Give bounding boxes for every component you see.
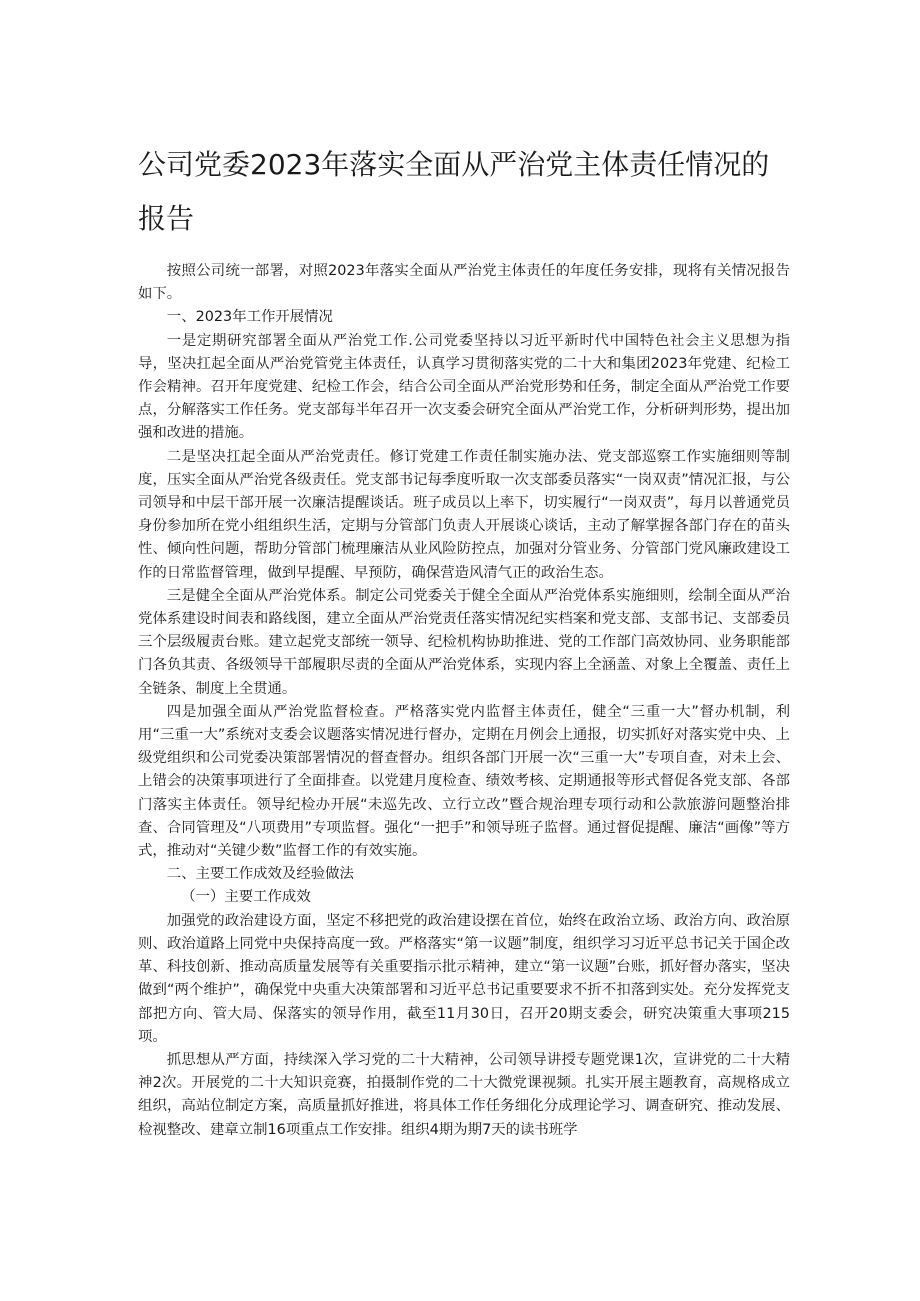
paragraph-intro: 按照公司统一部署，对照2023年落实全面从严治党主体责任的年度任务安排，现将有关情况报告如下。: [138, 263, 790, 303]
paragraph: 三是健全全面从严治党体系。制定公司党委关于健全全面从严治党体系实施细则，绘制全面从严治党体系建设时间表和路线图，建立全面从严治党责任落实情况纪实档案和党支部、支部书记、支部委员三个层级履责台账。建立起党支部统一领导、纪检机构协助推进、党的工作部门高效协同、业务职能部门各负其责、各级领导干部履职尽责的全面从严治党体系，实现内容上全涵盖、对象上全覆盖、责任上全链条、制度上全贯通。: [138, 587, 790, 697]
subsection-heading-1: （一）主要工作成效: [181, 889, 311, 906]
paragraph: 加强党的政治建设方面，坚定不移把党的政治建设摆在首位，始终在政治立场、政治方向、政治原则、政治道路上同党中央保持高度一致。严格落实“第一议题”制度，组织学习习近平总书记关于国企改革、科技创新、推动高质量发展等有关重要指示批示精神，建立“第一议题”台账，抓好督办落实，坚决做到“两个维护”，确保党中央重大决策部署和习近平总书记重要要求不折不扣落到实处。充分发挥党支部把方向、管大局、保落实的领导作用，截至11月30日，召开20期支委会，研究决策重大事项215项。: [138, 912, 790, 1045]
section-heading-2: 二、主要工作成效及经验做法: [166, 866, 354, 883]
paragraph: 抓思想从严方面，持续深入学习党的二十大精神，公司领导讲授专题党课1次，宣讲党的二十大精神2次。开展党的二十大知识竞赛，拍摄制作党的二十大微党课视频。扎实开展主题教育，高规格成立组织，高站位制定方案，高质量抓好推进，将具体工作任务细化分成理论学习、调查研究、推动发展、检视整改、建章立制16项重点工作安排。组织4期为期7天的读书班学: [138, 1051, 790, 1138]
section-heading-1: 一、2023年工作开展情况: [166, 309, 333, 326]
paragraph: 二是坚决扛起全面从严治党责任。修订党建工作责任制实施办法、党支部巡察工作实施细则等制度，压实全面从严治党各级责任。党支部书记每季度听取一次支部委员落实“一岗双责”情况汇报，与公司领导和中层干部开展一次廉洁提醒谈话。班子成员以上率下，切实履行“一岗双责”，每月以普通党员身份参加所在党小组组织生活，定期与分管部门负责人开展谈心谈话，主动了解掌握各部门存在的苗头性、倾向性问题，帮助分管部门梳理廉洁从业风险防控点，加强对分管业务、分管部门党风廉政建设工作的日常监督管理，做到早提醒、早预防，确保营造风清气正的政治生态。: [138, 448, 790, 581]
paragraph: 一是定期研究部署全面从严治党工作.公司党委坚持以习近平新时代中国特色社会主义思想为指导，坚决扛起全面从严治党管党主体责任，认真学习贯彻落实党的二十大和集团2023年党建、纪检工作会精神。召开年度党建、纪检工作会，结合公司全面从严治党形势和任务，制定全面从严治党工作要点，分解落实工作任务。党支部每半年召开一次支委会研究全面从严治党工作，分析研判形势，提出加强和改进的措施。: [138, 332, 790, 442]
document-page: [138, 0, 790, 1142]
document-body: [138, 260, 790, 1142]
document-title: 公司党委2023年落实全面从严治党主体责任情况的报告: [138, 148, 770, 235]
paragraph: 四是加强全面从严治党监督检查。严格落实党内监督主体责任，健全“三重一大”督办机制，利用“三重一大”系统对支委会议题落实情况进行督办，定期在月例会上通报，切实抓好对落实党中央、上级党组织和公司党委决策部署情况的督查督办。组织各部门开展一次“三重一大”专项自查，对未上会、上错会的决策事项进行了全面排查。以党建月度检查、绩效考核、定期通报等形式督促各党支部、各部门落实主体责任。领导纪检办开展“未巡先改、立行立改”暨合规治理专项行动和公款旅游问题整治排查、合同管理及“八项费用”专项监督。强化“一把手”和领导班子监督。通过督促提醒、廉洁“画像”等方式，推动对“关键少数”监督工作的有效实施。: [138, 703, 790, 860]
